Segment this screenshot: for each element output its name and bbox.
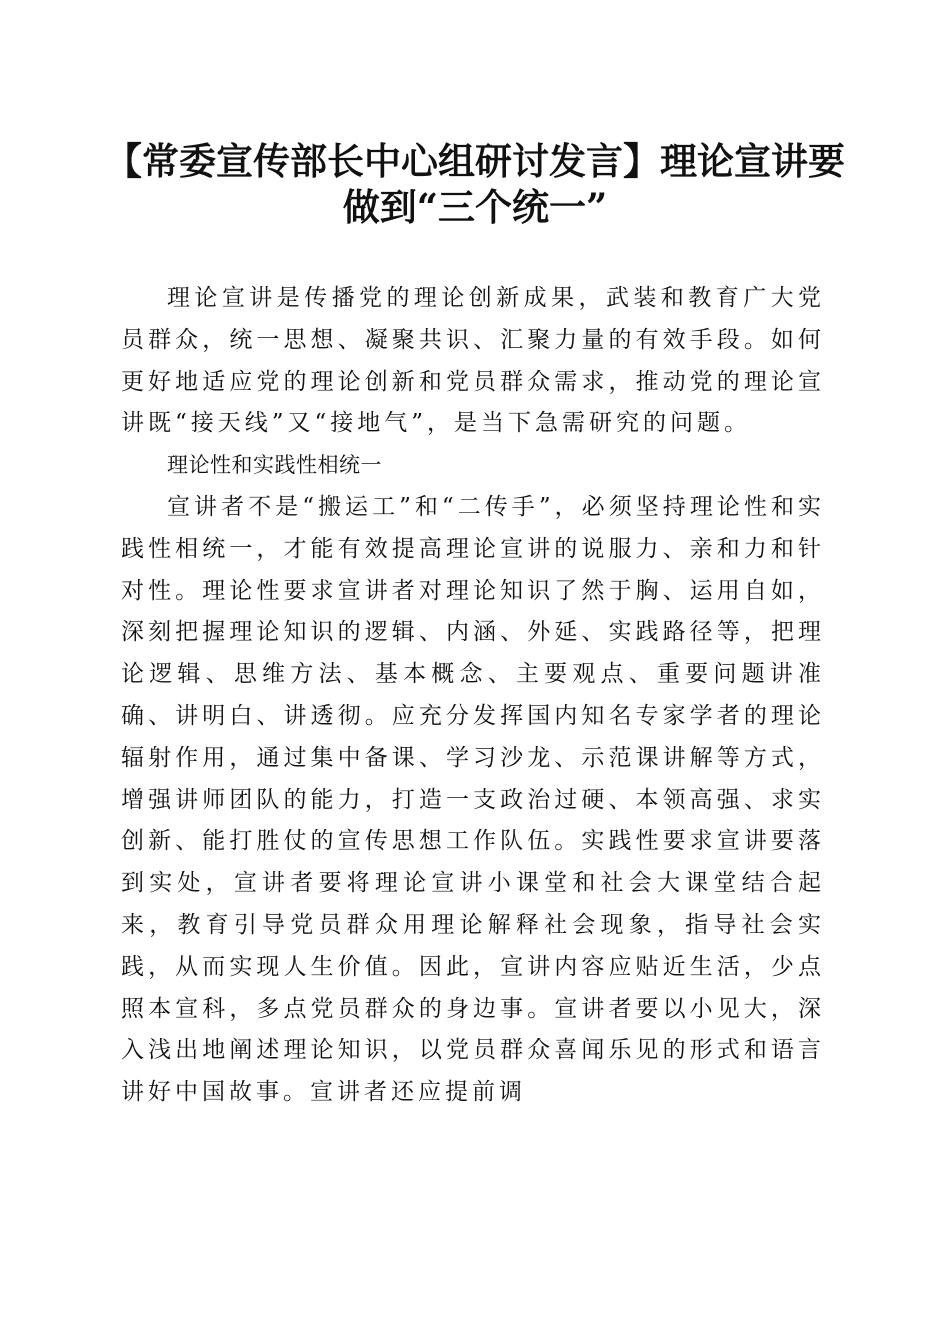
document-body xyxy=(121,278,825,1114)
document-title xyxy=(100,138,850,230)
paragraph-intro: 理论宣讲是传播党的理论创新成果，武装和教育广大党员群众，统一思想、凝聚共识、汇聚力量的有效手段。如何更好地适应党的理论创新和党员群众需求，推动党的理论宣讲既“接天线”又“接地气”，是当下急需研究的问题。 xyxy=(121,285,825,437)
title-line-2: 做到“三个统一” xyxy=(342,185,608,229)
title-line-1: 【常委宣传部长中心组研讨发言】理论宣讲要 xyxy=(105,139,845,183)
paragraph-section-body: 宣讲者不是“搬运工”和“二传手”，必须坚持理论性和实践性相统一，才能有效提高理论宣讲的说服力、亲和力和针对性。理论性要求宣讲者对理论知识了然于胸、运用自如，深刻把握理论知识的逻辑、内涵、外延、实践路径等，把理论逻辑、思维方法、基本概念、主要观点、重要问题讲准确、讲明白、讲透彻。应充分发挥国内知名专家学者的理论辐射作用，通过集中备课、学习沙龙、示范课讲解等方式，增强讲师团队的能力，打造一支政治过硬、本领高强、求实创新、能打胜仗的宣传思想工作队伍。实践性要求宣讲要落到实处，宣讲者要将理论宣讲小课堂和社会大课堂结合起来，教育引导党员群众用理论解释社会现象，指导社会实践，从而实现人生价值。因此，宣讲内容应贴近生活，少点照本宣科，多点党员群众的身边事。宣讲者要以小见大，深入浅出地阐述理论知识，以党员群众喜闻乐见的形式和语言讲好中国故事。宣讲者还应提前调 xyxy=(121,493,825,1106)
section-heading: 理论性和实践性相统一 xyxy=(167,453,382,478)
